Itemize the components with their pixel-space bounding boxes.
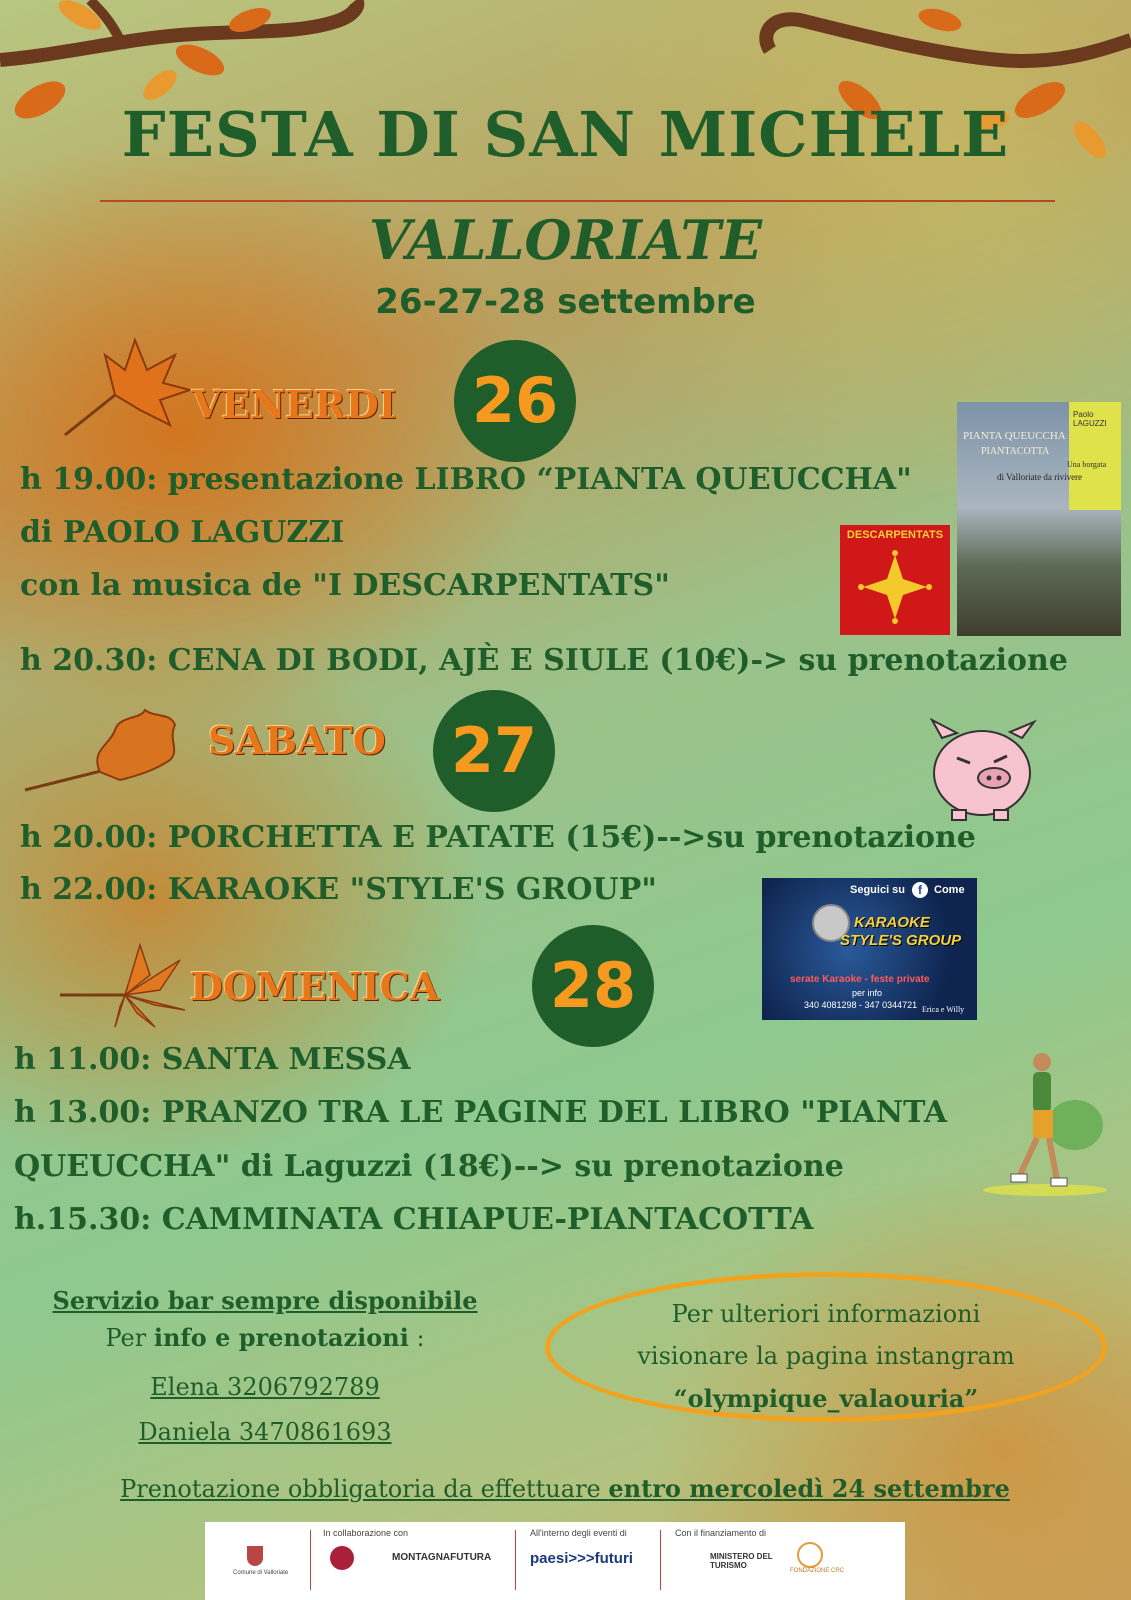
day-number-26: 26 (454, 340, 576, 462)
book-cover (957, 402, 1121, 636)
instagram-handle[interactable]: “olympique_valaouria” (673, 1384, 979, 1413)
instagram-line-1: Per ulteriori informazioni (671, 1300, 981, 1328)
sunday-line-1: h 11.00: SANTA MESSA (14, 1042, 411, 1077)
event-title: FESTA DI SAN MICHELE (121, 98, 1010, 171)
saturday-line-1: h 20.00: PORCHETTA E PATATE (15€)-->su prenotazione (20, 820, 976, 855)
book-title: PIANTA QUEUCCHA (963, 430, 1066, 442)
pig-icon (922, 718, 1042, 823)
karaoke-info-label: per info (852, 988, 883, 998)
event-dates: 26-27-28 settembre (375, 282, 756, 322)
sunday-line-4: h.15.30: CAMMINATA CHIAPUE-PIANTACOTTA (14, 1202, 814, 1237)
friday-line-3: con la musica de "I DESCARPENTATS" (20, 568, 670, 603)
bar-service-text: Servizio bar sempre disponibile (52, 1286, 478, 1315)
reservation-text: Prenotazione obbligatoria da effettuare (120, 1475, 609, 1503)
book-tagline-pre: Una borgata (1067, 460, 1107, 469)
info-prefix: Per (105, 1324, 154, 1352)
friday-line-1: h 19.00: presentazione LIBRO “PIANTA QUEUCCHA" (20, 462, 912, 497)
sponsor-footer (205, 1522, 905, 1600)
ministero-logo: MINISTERO DEL TURISMO (710, 1552, 773, 1570)
valle-logo-icon (330, 1546, 354, 1570)
day-name-friday: VENERDI (192, 382, 397, 427)
contact-elena[interactable]: Elena 3206792789 (150, 1373, 380, 1401)
info-bold: info e prenotazioni (153, 1323, 409, 1352)
paesi-futuri-logo-a: paesi (530, 1550, 569, 1567)
karaoke-follow-suffix: Come (934, 884, 965, 896)
reservation-notice (20, 1474, 1110, 1503)
day-name-sunday: DOMENICA (190, 964, 440, 1009)
maple-leaf-icon (55, 335, 195, 440)
chestnut-leaf-icon (55, 935, 195, 1030)
info-line (30, 1323, 500, 1352)
contact-daniela[interactable]: Daniela 3470861693 (138, 1418, 392, 1446)
montagnafutura-logo: MONTAGNAFUTURA (392, 1552, 492, 1563)
reservation-deadline: entro mercoledì 24 settembre (608, 1474, 1010, 1503)
karaoke-contacts: Erica e Willy (922, 1005, 965, 1014)
title-divider (100, 200, 1055, 202)
descarpentats-logo (840, 525, 950, 635)
saturday-line-2: h 22.00: KARAOKE "STYLE'S GROUP" (20, 872, 657, 907)
paesi-futuri-logo-b: futuri (594, 1550, 633, 1567)
inside-label: All'interno degli eventi di (530, 1528, 627, 1538)
hiker-icon (975, 1050, 1125, 1198)
karaoke-follow-text: Seguici su (850, 884, 906, 896)
day-number-27: 27 (433, 690, 555, 812)
friday-line-2: di PAOLO LAGUZZI (20, 515, 345, 550)
karaoke-name-line1: KARAOKE (854, 914, 930, 931)
comune-label: Comune di Valloriate (233, 1570, 289, 1576)
paesi-futuri-logo: paesi>>>futuri (530, 1550, 633, 1567)
occitan-cross-icon (855, 547, 935, 627)
bar-service (30, 1286, 500, 1315)
facebook-icon: f (912, 882, 928, 898)
footer-divider-2 (515, 1530, 516, 1590)
sunday-line-3: QUEUCCHA" di Laguzzi (18€)--> su prenotazione (14, 1149, 844, 1184)
event-location: VALLORIATE (368, 208, 762, 272)
karaoke-phones: 340 4081298 - 347 0344721 (804, 1000, 918, 1010)
collab-label: In collaborazione con (323, 1528, 409, 1538)
instagram-line-2: visionare la pagina instangram (637, 1342, 1015, 1370)
karaoke-tagline: serate Karaoke - feste private (790, 974, 930, 985)
karaoke-ad (762, 878, 977, 1020)
friday-line-4: h 20.30: CENA DI BODI, AJÈ E SIULE (10€)-> su prenotazione (20, 643, 1068, 678)
book-tagline: di Valloriate da rivivere (997, 472, 1083, 482)
fondazione-crc-icon (797, 1542, 823, 1568)
footer-divider-1 (310, 1530, 311, 1590)
footer-divider-3 (660, 1530, 661, 1590)
sunday-line-2: h 13.00: PRANZO TRA LE PAGINE DEL LIBRO "PIANTA (14, 1095, 948, 1130)
descarpentats-logo-text: DESCARPENTATS (846, 529, 944, 541)
comune-crest-icon (247, 1546, 263, 1566)
day-name-saturday: SABATO (208, 718, 386, 763)
book-author: Paolo LAGUZZI (1073, 410, 1107, 428)
info-suffix: : (408, 1324, 425, 1352)
book-subtitle: PIANTACOTTA (981, 446, 1050, 457)
funding-label: Con il finanziamento di (675, 1528, 767, 1538)
fondazione-crc-label: FONDAZIONE CRC (790, 1568, 844, 1574)
oak-leaf-icon (20, 700, 190, 795)
karaoke-name-line2: STYLE'S GROUP (840, 932, 962, 949)
day-number-28: 28 (532, 925, 654, 1047)
